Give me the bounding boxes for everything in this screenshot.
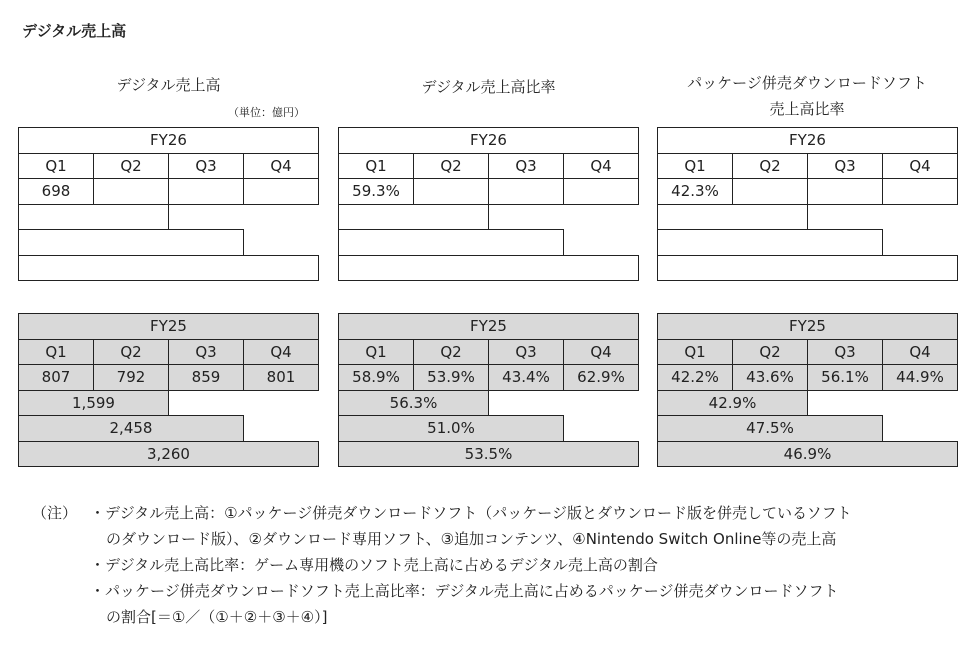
panel-title-digital-ratio: デジタル売上高比率 [421,78,556,96]
quarter-header: Q4 [883,153,958,179]
note-item [32,578,852,630]
fiscal-year-header: FY25 [339,314,639,340]
quarter-value [564,179,639,205]
quarter-header: Q2 [733,153,808,179]
quarter-value: 53.9% [414,365,489,391]
full-year-total [19,255,319,281]
quarter-header: Q3 [808,153,883,179]
fiscal-year-header: FY25 [658,314,958,340]
three-quarter-total: 47.5% [658,416,883,442]
quarter-value: 43.6% [733,365,808,391]
table-package-dl-ratio-fy25 [657,313,958,467]
blank-cell [564,416,639,442]
panel-title-line-1: パッケージ併売ダウンロードソフト [687,74,927,92]
quarter-value: 44.9% [883,365,958,391]
quarter-header: Q2 [733,339,808,365]
fiscal-year-header: FY26 [339,128,639,154]
notes-section [32,500,852,630]
quarter-header: Q1 [658,339,733,365]
blank-cell [244,416,319,442]
blank-cell [808,390,958,416]
panel-title-package-dl-ratio [656,70,958,122]
note-line: の割合[＝①／（①＋②＋③＋④）] [106,608,328,626]
quarter-header: Q2 [414,339,489,365]
page-title: デジタル売上高 [22,22,127,40]
first-half-total [339,204,489,230]
first-half-total: 1,599 [19,390,169,416]
blank-cell [564,230,639,256]
quarter-value: 42.3% [658,179,733,205]
first-half-total [658,204,808,230]
first-half-total: 56.3% [339,390,489,416]
quarter-value: 698 [19,179,94,205]
notes-head: （注） [32,504,78,522]
quarter-value: 42.2% [658,365,733,391]
blank-cell [883,416,958,442]
three-quarter-total [19,230,244,256]
full-year-total: 3,260 [19,441,319,467]
three-quarter-total: 2,458 [19,416,244,442]
blank-cell [883,230,958,256]
fiscal-year-header: FY26 [19,128,319,154]
quarter-header: Q4 [564,153,639,179]
blank-cell [489,390,639,416]
quarter-value: 56.1% [808,365,883,391]
quarter-header: Q2 [94,339,169,365]
quarter-value [489,179,564,205]
fiscal-year-header: FY25 [19,314,319,340]
three-quarter-total [658,230,883,256]
fiscal-year-header: FY26 [658,128,958,154]
full-year-total [658,255,958,281]
quarter-header: Q2 [414,153,489,179]
note-item [32,552,852,578]
full-year-total [339,255,639,281]
quarter-header: Q4 [883,339,958,365]
quarter-value [94,179,169,205]
quarter-value [733,179,808,205]
quarter-value [244,179,319,205]
note-line: ・デジタル売上高比率：ゲーム専用機のソフト売上高に占めるデジタル売上高の割合 [90,556,658,574]
quarter-header: Q1 [19,339,94,365]
table-digital-sales-fy26 [18,127,319,281]
quarter-header: Q3 [489,153,564,179]
table-digital-ratio-fy26 [338,127,639,281]
quarter-header: Q4 [564,339,639,365]
quarter-value: 792 [94,365,169,391]
three-quarter-total [339,230,564,256]
panel-title-digital-sales: デジタル売上高 [116,76,221,94]
blank-cell [169,390,319,416]
full-year-total: 53.5% [339,441,639,467]
quarter-header: Q1 [19,153,94,179]
first-half-total: 42.9% [658,390,808,416]
full-year-total: 46.9% [658,441,958,467]
quarter-value [883,179,958,205]
quarter-value [808,179,883,205]
quarter-value: 43.4% [489,365,564,391]
table-package-dl-ratio-fy26 [657,127,958,281]
note-line: のダウンロード版）、②ダウンロード専用ソフト、③追加コンテンツ、④Nintendo Switch Online等の売上高 [106,530,837,548]
quarter-header: Q3 [169,153,244,179]
quarter-value: 859 [169,365,244,391]
quarter-value [169,179,244,205]
quarter-header: Q1 [658,153,733,179]
quarter-header: Q2 [94,153,169,179]
panel-title-line-2: 売上高比率 [769,100,845,118]
quarter-header: Q3 [808,339,883,365]
quarter-value: 59.3% [339,179,414,205]
first-half-total [19,204,169,230]
quarter-header: Q1 [339,339,414,365]
three-quarter-total: 51.0% [339,416,564,442]
blank-cell [808,204,958,230]
quarter-header: Q4 [244,153,319,179]
quarter-value [414,179,489,205]
note-line: ・デジタル売上高：①パッケージ併売ダウンロードソフト（パッケージ版とダウンロード版を併売しているソフト [90,504,852,522]
quarter-header: Q1 [339,153,414,179]
blank-cell [489,204,639,230]
note-line: ・パッケージ併売ダウンロードソフト売上高比率：デジタル売上高に占めるパッケージ併売ダウンロードソフト [90,582,839,600]
blank-cell [244,230,319,256]
quarter-header: Q3 [489,339,564,365]
quarter-header: Q3 [169,339,244,365]
quarter-value: 807 [19,365,94,391]
quarter-value: 58.9% [339,365,414,391]
table-digital-sales-fy25 [18,313,319,467]
blank-cell [169,204,319,230]
table-digital-ratio-fy25 [338,313,639,467]
quarter-value: 62.9% [564,365,639,391]
quarter-header: Q4 [244,339,319,365]
unit-note: （単位：億円） [228,106,305,119]
note-item [32,500,852,552]
quarter-value: 801 [244,365,319,391]
